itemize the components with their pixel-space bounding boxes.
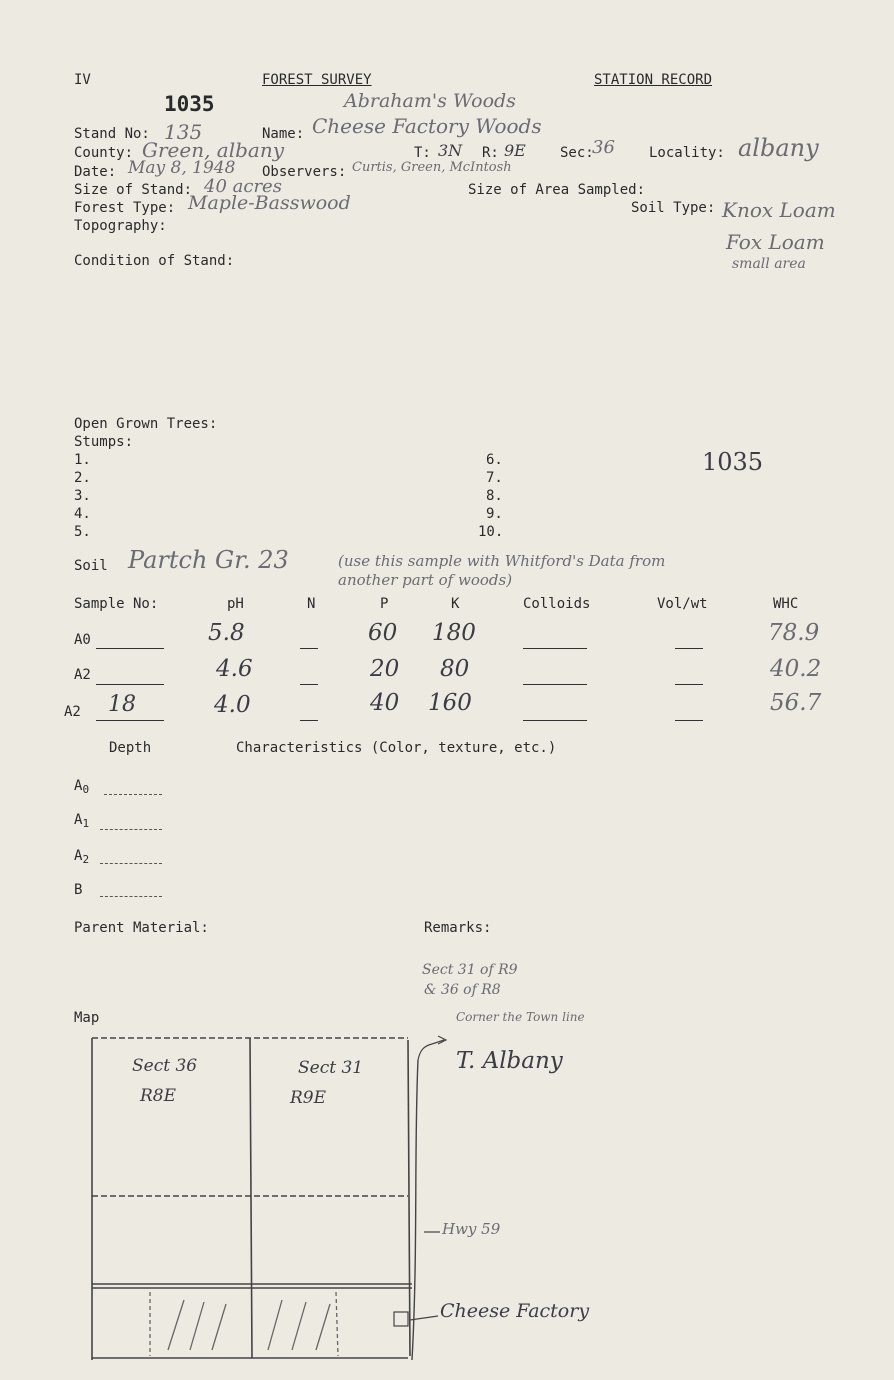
stump-8: 8.: [486, 488, 503, 504]
map-r9e: R9E: [290, 1088, 327, 1108]
t-value: 3N: [438, 141, 463, 160]
soil-type-label: Soil Type:: [631, 200, 716, 216]
stump-6: 6.: [486, 452, 503, 468]
county-label: County:: [74, 145, 134, 161]
k-value: 80: [440, 656, 470, 682]
whc-value: 40.2: [770, 656, 822, 682]
stand-no-value: 135: [164, 120, 203, 144]
soil-type-value-2: Fox Loam: [726, 230, 825, 254]
name-value-line1: Abraham's Woods: [344, 90, 516, 112]
locality-value: albany: [738, 134, 819, 162]
stump-5: 5.: [74, 524, 91, 540]
soil-type-value-1: Knox Loam: [722, 198, 836, 222]
table-row-label: A2: [64, 704, 81, 720]
map-hwy: Hwy 59: [442, 1220, 501, 1238]
condition-of-stand-label: Condition of Stand:: [74, 253, 235, 269]
ph-value: 5.8: [208, 620, 245, 646]
map-sect36: Sect 36: [132, 1056, 198, 1076]
map-r8e: R8E: [140, 1086, 177, 1106]
t-label: T:: [414, 145, 431, 161]
topography-label: Topography:: [74, 218, 167, 234]
observers-value: Curtis, Green, McIntosh: [352, 160, 512, 175]
k-value: 180: [432, 620, 476, 646]
soil-note-2: (use this sample with Whitford's Data from: [338, 552, 666, 570]
stand-no-label: Stand No:: [74, 126, 150, 142]
ph-value: 4.0: [214, 692, 251, 718]
horizon-b: B: [74, 882, 83, 898]
handwritten-doc-number: 1035: [702, 448, 764, 476]
date-label: Date:: [74, 164, 117, 180]
r-label: R:: [482, 145, 499, 161]
sec-value: 36: [592, 137, 615, 158]
horizon-a2: $A_2$: [74, 848, 90, 866]
soil-note-3: another part of woods): [338, 571, 513, 589]
col-whc: WHC: [773, 596, 799, 612]
stump-1: 1.: [74, 452, 91, 468]
depth-heading: Depth: [109, 740, 152, 756]
date-value: May 8, 1948: [128, 158, 236, 178]
table-row-label: A0: [74, 632, 91, 648]
section-number: IV: [74, 72, 91, 88]
forest-type-label: Forest Type:: [74, 200, 176, 216]
stump-10: 10.: [478, 524, 504, 540]
col-colloids: Colloids: [523, 596, 591, 612]
horizon-a0: $A_0$: [74, 778, 90, 796]
size-of-stand-label: Size of Stand:: [74, 182, 193, 198]
col-sample-no: Sample No:: [74, 596, 159, 612]
forest-type-value: Maple-Basswood: [188, 192, 351, 214]
name-value-line2: Cheese Factory Woods: [312, 114, 542, 138]
col-p: P: [380, 596, 389, 612]
open-grown-trees-label: Open Grown Trees:: [74, 416, 218, 432]
r-value: 9E: [504, 141, 526, 160]
horizon-a1: $A_1$: [74, 812, 90, 830]
stump-3: 3.: [74, 488, 91, 504]
sample-value: 18: [108, 692, 136, 717]
stump-9: 9.: [486, 506, 503, 522]
p-value: 20: [370, 656, 400, 682]
size-of-stand-value: 40 acres: [204, 176, 282, 197]
p-value: 40: [370, 690, 400, 716]
name-label: Name:: [262, 126, 305, 142]
remarks-label: Remarks:: [424, 920, 492, 936]
col-n: N: [307, 596, 316, 612]
map-cheese-factory: Cheese Factory: [440, 1300, 590, 1322]
locality-label: Locality:: [649, 145, 725, 161]
whc-value: 56.7: [770, 690, 822, 716]
form-title: FOREST SURVEY: [262, 72, 372, 88]
remarks-line1: Sect 31 of R9: [422, 962, 518, 978]
map-sect31: Sect 31: [298, 1058, 364, 1078]
station-record-title: STATION RECORD: [594, 72, 713, 88]
table-row-label: A2: [74, 667, 91, 683]
k-value: 160: [428, 690, 472, 716]
document-number: 1035: [164, 92, 215, 116]
size-of-area-label: Size of Area Sampled:: [468, 182, 646, 198]
map-label: Map: [74, 1010, 100, 1026]
stump-2: 2.: [74, 470, 91, 486]
col-k: K: [451, 596, 460, 612]
remarks-line3: Corner the Town line: [456, 1010, 585, 1024]
col-ph: pH: [227, 596, 244, 612]
whc-value: 78.9: [768, 620, 820, 646]
ph-value: 4.6: [216, 656, 253, 682]
p-value: 60: [368, 620, 398, 646]
remarks-line2: & 36 of R8: [424, 982, 501, 998]
soil-type-value-3: small area: [732, 256, 806, 272]
stumps-label: Stumps:: [74, 434, 134, 450]
col-vol-wt: Vol/wt: [657, 596, 708, 612]
map-to-albany: T. Albany: [456, 1048, 563, 1074]
characteristics-heading: Characteristics (Color, texture, etc.): [236, 740, 557, 756]
stump-7: 7.: [486, 470, 503, 486]
soil-label: Soil: [74, 558, 108, 574]
observers-label: Observers:: [262, 164, 347, 180]
parent-material-label: Parent Material:: [74, 920, 209, 936]
county-value: Green, albany: [142, 138, 285, 162]
stump-4: 4.: [74, 506, 91, 522]
soil-note-1: Partch Gr. 23: [128, 546, 289, 574]
sec-label: Sec:: [560, 145, 594, 161]
